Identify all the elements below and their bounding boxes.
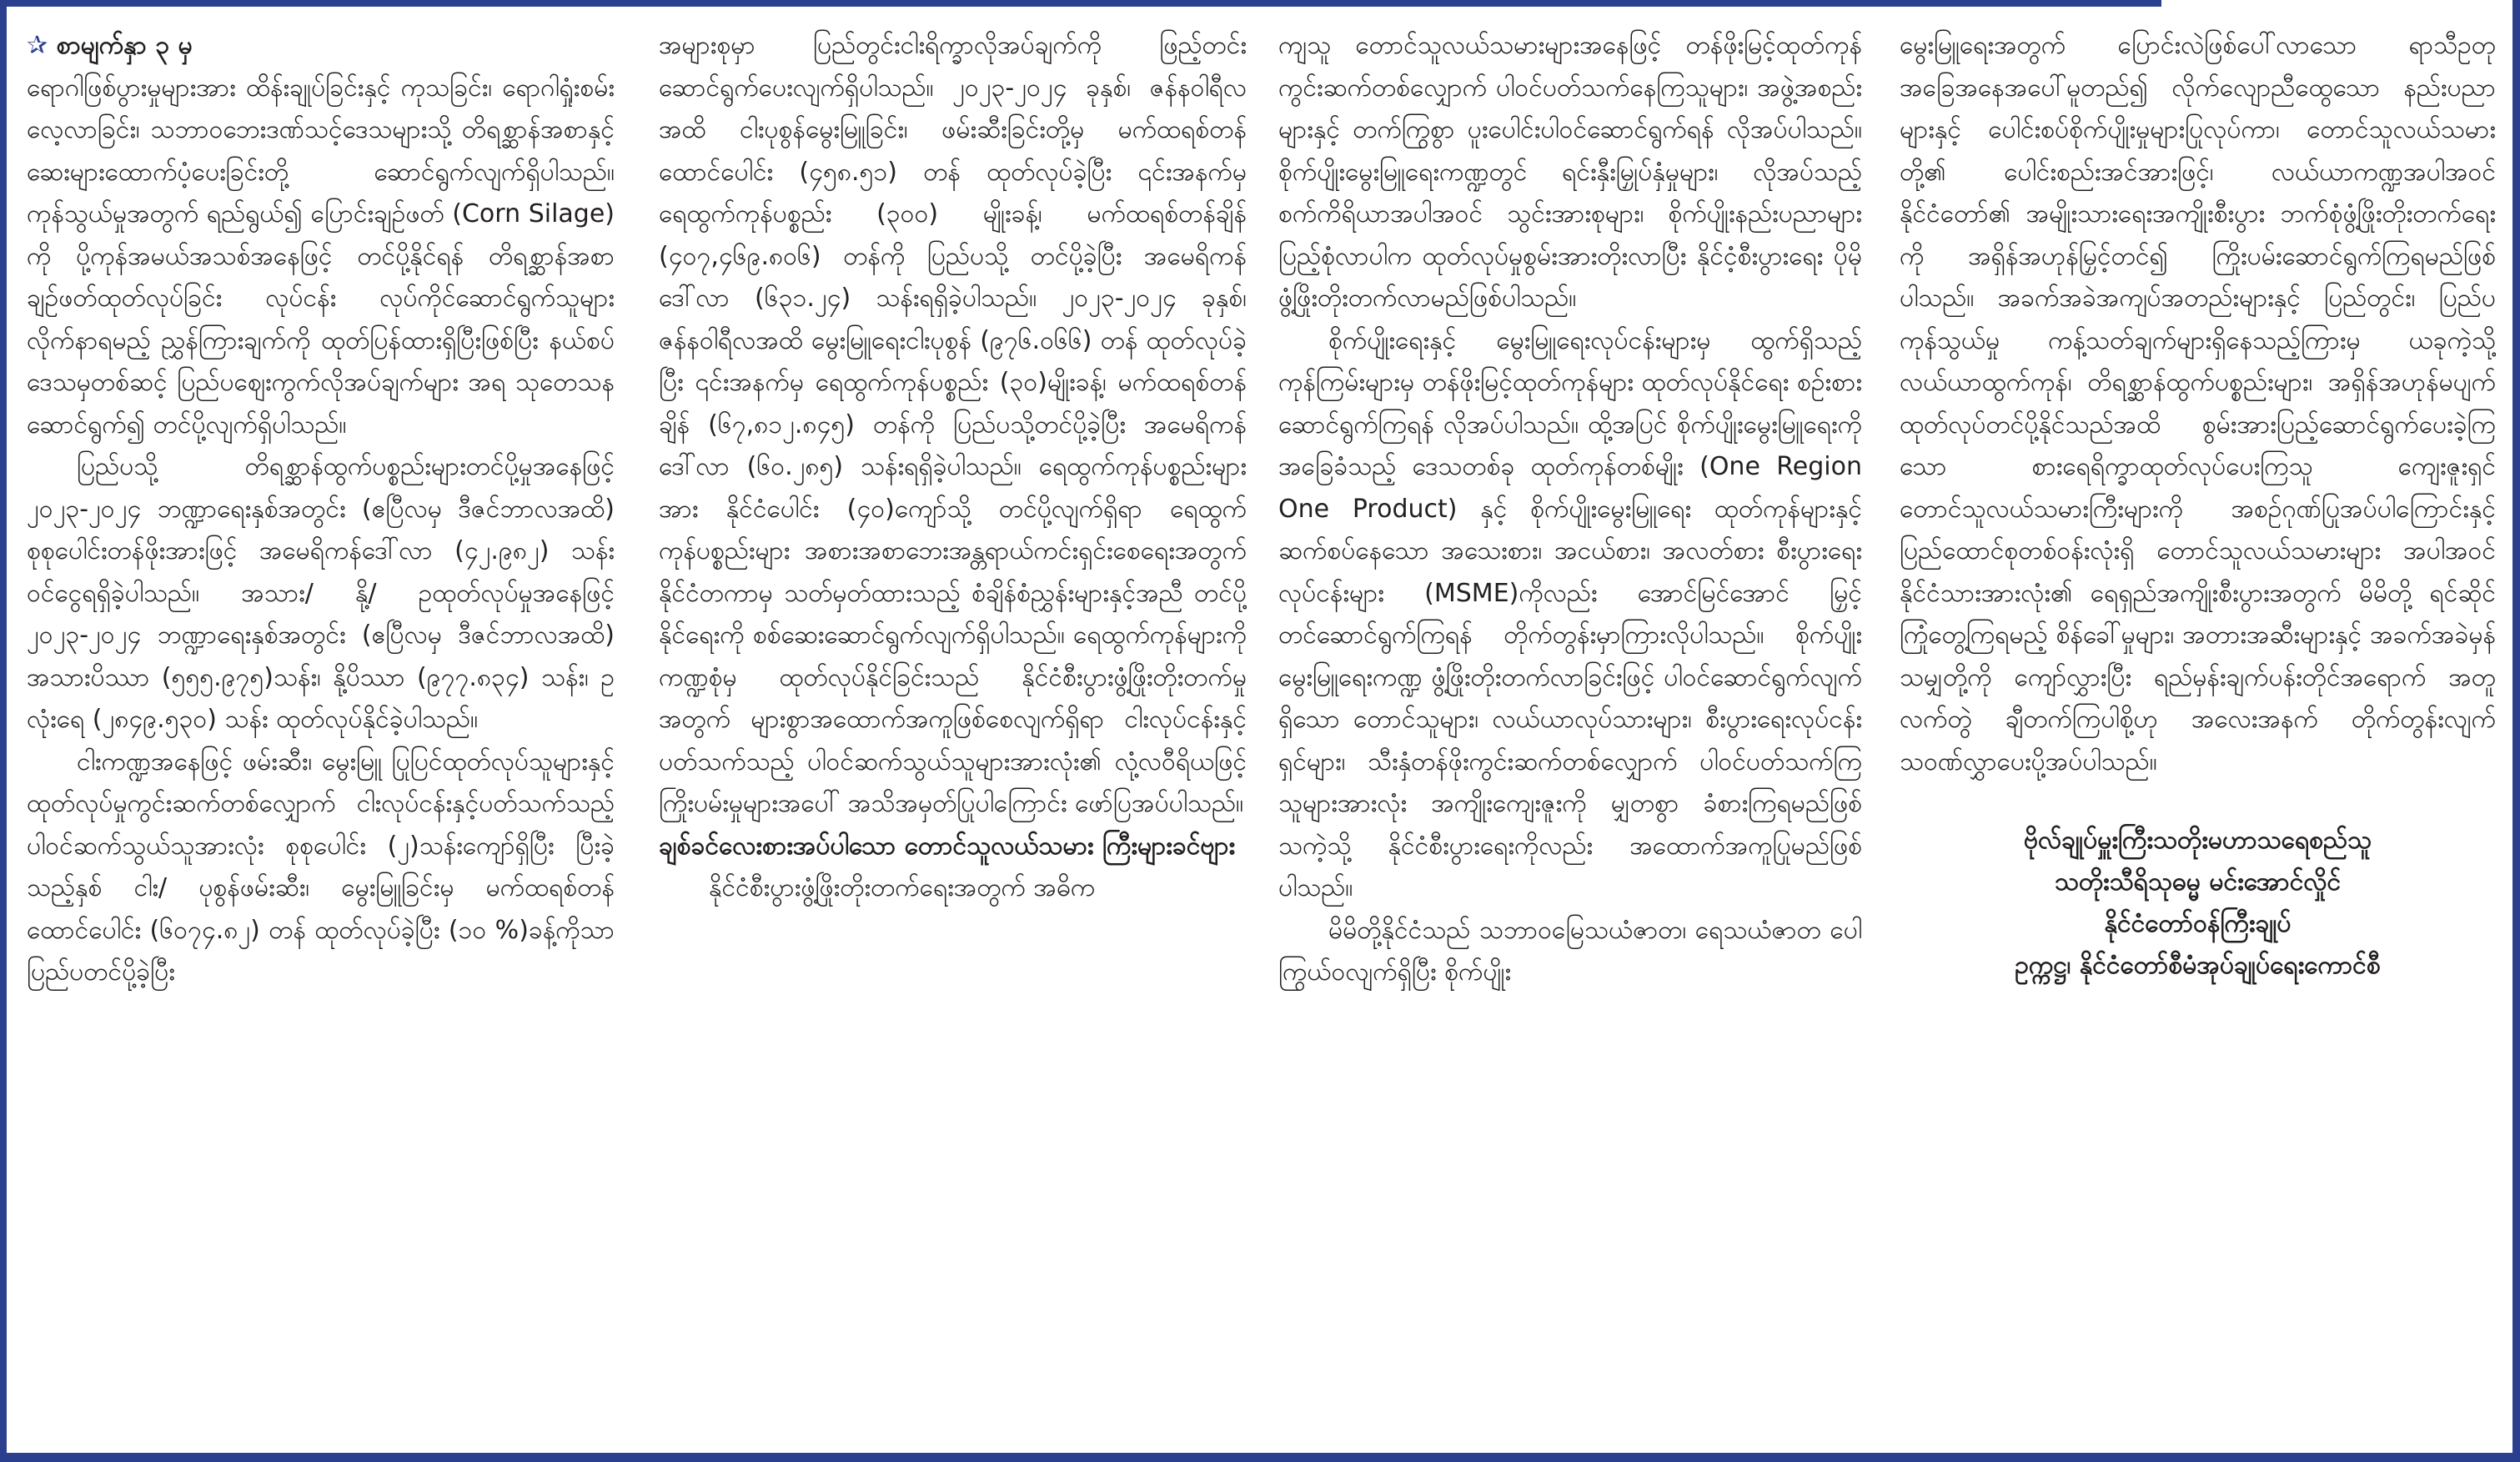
section-subheading: ချစ်ခင်လေးစားအပ်ပါသော တောင်သူလယ်သမား ကြီးများခင်ဗျား: [659, 831, 1236, 861]
border-bottom: [0, 1453, 2520, 1462]
signatory-rank: ဗိုလ်ချုပ်မှူးကြီးသတိုးမဟာသရေစည်သူ: [2023, 826, 2372, 855]
paragraph: မိမိတို့နိုင်ငံသည် သဘာဝမြေသယံဇာတ၊ ရေသယံဇာတ ပေါကြွယ်ဝလျက်ရှိပြီး စိုက်ပျိုး: [1278, 915, 1862, 987]
paragraph: အများစုမှာ ပြည်တွင်းငါးရိက္ခာလိုအပ်ချက်ကို ဖြည့်တင်းဆောင်ရွက်ပေးလျက်ရှိပါသည်။ ၂၀၂၃-၂၀၂၄ ခုနှစ်၊ ဇန်နဝါရီလအထိ ငါးပုစွန်မွေးမြူခြင်း၊ ဖမ်းဆီးခြင်းတို့မှ မက်ထရစ်တန်ထောင်ပေါင်း (၄၅၈.၅၁) တန် ထုတ်လုပ်ခဲ့ပြီး ၎င်းအနက်မှ ရေထွက်ကုန်ပစ္စည်း (၃၀၀) မျိုးခန့်၊ မက်ထရစ်တန်ချိန် (၄၀၇,၄၆၉.၈၀၆) တန်ကို ပြည်ပသို့ တင်ပို့ခဲ့ပြီး အမေရိကန်ဒေါ်လာ (၆၃၁.၂၄) သန်းရရှိခဲ့ပါသည်။ ၂၀၂၃-၂၀၂၄ ခုနှစ်၊ ဇန်နဝါရီလအထိ မွေးမြူရေးငါးပုစွန် (၉၇၆.၀၆၆) တန် ထုတ်လုပ်ခဲ့ပြီး ၎င်းအနက်မှ ရေထွက်ကုန်ပစ္စည်း (၃၀)မျိုးခန့်၊ မက်ထရစ်တန်ချိန် (၆၇,၈၁၂.၈၄၅) တန်ကို ပြည်ပသို့တင်ပို့ခဲ့ပြီး အမေရိကန်ဒေါ်လာ (၆၀.၂၈၅) သန်းရရှိခဲ့ပါသည်။ ရေထွက်ကုန်ပစ္စည်းများအား နိုင်ငံပေါင်း (၄၀)ကျော်သို့ တင်ပို့လျက်ရှိရာ ရေထွက်ကုန်ပစ္စည်းများ အစားအစာဘေးအန္တရာယ်ကင်းရှင်းစေရေးအတွက် နိုင်ငံတကာမှ သတ်မှတ်ထားသည့် စံချိန်စံညွှန်းများနှင့်အညီ တင်ပို့နိုင်ရေးကို စစ်ဆေးဆောင်ရွက်လျက်ရှိပါသည်။ ရေထွက်ကုန်များကို ကဏ္ဍစုံမှ ထုတ်လုပ်နိုင်ခြင်းသည် နိုင်ငံစီးပွားဖွံ့ဖြိုးတိုးတက်မှုအတွက် များစွာအထောက်အကူဖြစ်စေလျက်ရှိရာ ငါးလုပ်ငန်းနှင့်ပတ်သက်သည့် ပါဝင်ဆက်သွယ်သူများအားလုံး၏ လုံ့လဝီရိယဖြင့် ကြိုးပမ်းမှုများအပေါ် အသိအမှတ်ပြုပါကြောင်း ဖော်ပြအပ်ပါသည်။: [659, 31, 1247, 818]
border-top: [0, 0, 2161, 7]
paragraph: ပြည်ပသို့ တိရစ္ဆာန်ထွက်ပစ္စည်းများတင်ပို့မှုအနေဖြင့် ၂၀၂၃-၂၀၂၄ ဘဏ္ဍာရေးနှစ်အတွင်း (ဧပြီလမှ ဒီဇင်ဘာလအထိ) စုစုပေါင်းတန်ဖိုးအားဖြင့် အမေရိကန်ဒေါ်လာ (၄၂.၉၈၂) သန်း ဝင်ငွေရရှိခဲ့ပါသည်။ အသား/ နို့/ ဥထုတ်လုပ်မှုအနေဖြင့် ၂၀၂၃-၂၀၂၄ ဘဏ္ဍာရေးနှစ်အတွင်း (ဧပြီလမှ ဒီဇင်ဘာလအထိ) အသားပိဿာ (၅၅၅.၉၇၅)သန်း၊ နို့ပိဿာ (၉၇၇.၈၃၄) သန်း၊ ဥလုံးရေ (၂၈၄၉.၅၃၀) သန်း ထုတ်လုပ်နိုင်ခဲ့ပါသည်။: [27, 452, 615, 734]
article-column-4: [1900, 25, 2496, 1443]
continued-text: စာမျက်နှာ ၃ မှ: [56, 31, 193, 60]
paragraph: ရောဂါဖြစ်ပွားမှုများအား ထိန်းချုပ်ခြင်းနှင့် ကုသခြင်း၊ ရောဂါရှုံးစမ်းလေ့လာခြင်း၊ သဘာဝဘေးဒဏ်သင့်ဒေသများသို့ တိရစ္ဆာန်အစာနှင့် ဆေးများထောက်ပံ့ပေးခြင်းတို့ ဆောင်ရွက်လျက်ရှိပါသည်။ ကုန်သွယ်မှုအတွက် ရည်ရွယ်၍ ပြောင်းချဉ်ဖတ် (Corn Silage) ကို ပို့ကုန်အမယ်အသစ်အနေဖြင့် တင်ပို့နိုင်ရန် တိရစ္ဆာန်အစာချဉ်ဖတ်ထုတ်လုပ်ခြင်း လုပ်ငန်း လုပ်ကိုင်ဆောင်ရွက်သူများ လိုက်နာရမည့် ညွှန်ကြားချက်ကို ထုတ်ပြန်ထားရှိပြီးဖြစ်ပြီး နယ်စပ်ဒေသမှတစ်ဆင့် ပြည်ပဈေးကွက်လိုအပ်ချက်များ အရ သုတေသနဆောင်ရွက်၍ တင်ပို့လျက်ရှိပါသည်။: [27, 73, 615, 440]
article-column-1: [27, 25, 615, 1443]
signature-block: [1900, 820, 2496, 987]
article-column-2: [659, 25, 1247, 1443]
signatory-position: ဥက္ကဋ္ဌ၊ နိုင်ငံတော်စီမံအုပ်ချုပ်ရေးကောင်စီ: [2015, 951, 2381, 980]
signatory-name: သတိုးသီရိသုဓမ္မ မင်းအောင်လှိုင်: [2054, 867, 2342, 897]
border-right: [2512, 0, 2520, 1462]
star-icon: ✰: [27, 31, 48, 60]
paragraph: နိုင်ငံစီးပွားဖွံ့ဖြိုးတိုးတက်ရေးအတွက် အဓိက: [709, 873, 1096, 902]
paragraph: စိုက်ပျိုးရေးနှင့် မွေးမြူရေးလုပ်ငန်းများမှ ထွက်ရှိသည့် ကုန်ကြမ်းများမှ တန်ဖိုးမြင့်ထုတ်ကုန်များ ထုတ်လုပ်နိုင်ရေး စဉ်းစားဆောင်ရွက်ကြရန် လိုအပ်ပါသည်။ ထို့အပြင် စိုက်ပျိုးမွေးမြူရေးကို အခြေခံသည့် ဒေသတစ်ခု ထုတ်ကုန်တစ်မျိုး (One Region One Product) နှင့် စိုက်ပျိုးမွေးမြူရေး ထုတ်ကုန်များနှင့် ဆက်စပ်နေသော အသေးစား၊ အငယ်စား၊ အလတ်စား စီးပွားရေးလုပ်ငန်းများ (MSME)ကိုလည်း အောင်မြင်အောင် မြှင့်တင်ဆောင်ရွက်ကြရန် တိုက်တွန်းမှာကြားလိုပါသည်။ စိုက်ပျိုးမွေးမြူရေးကဏ္ဍ ဖွံ့ဖြိုးတိုးတက်လာခြင်းဖြင့် ပါဝင်ဆောင်ရွက်လျက်ရှိသော တောင်သူများ၊ လယ်ယာလုပ်သားများ၊ စီးပွားရေးလုပ်ငန်းရှင်များ၊ သီးနှံတန်ဖိုးကွင်းဆက်တစ်လျှောက် ပါဝင်ပတ်သက်ကြသူများအားလုံး အကျိုးကျေးဇူးကို မျှတစွာ ခံစားကြရမည်ဖြစ်သကဲ့သို့ နိုင်ငံစီးပွားရေးကိုလည်း အထောက်အကူပြုမည်ဖြစ်ပါသည်။: [1278, 325, 1862, 902]
continued-from-label: [27, 25, 615, 68]
article-column-3: [1278, 25, 1862, 1443]
paragraph: ကျသူ တောင်သူလယ်သမားများအနေဖြင့် တန်ဖိုးမြင့်ထုတ်ကုန် ကွင်းဆက်တစ်လျှောက် ပါဝင်ပတ်သက်နေကြသူများ၊ အဖွဲ့အစည်းများနှင့် တက်ကြွစွာ ပူးပေါင်းပါဝင်ဆောင်ရွက်ရန် လိုအပ်ပါသည်။ စိုက်ပျိုးမွေးမြူရေးကဏ္ဍတွင် ရင်းနှီးမြှုပ်နှံမှုများ၊ လိုအပ်သည့် စက်ကိရိယာအပါအဝင် သွင်းအားစုများ၊ စိုက်ပျိုးနည်းပညာများ ပြည့်စုံလာပါက ထုတ်လုပ်မှုစွမ်းအားတိုးလာပြီး နိုင်ငံ့စီးပွားရေး ပိုမိုဖွံ့ဖြိုးတိုးတက်လာမည်ဖြစ်ပါသည်။: [1278, 31, 1862, 313]
paragraph: ငါးကဏ္ဍအနေဖြင့် ဖမ်းဆီး၊ မွေးမြူ ပြုပြင်ထုတ်လုပ်သူများနှင့် ထုတ်လုပ်မှုကွင်းဆက်တစ်လျှောက် ငါးလုပ်ငန်းနှင့်ပတ်သက်သည့် ပါဝင်ဆက်သွယ်သူအားလုံး စုစုပေါင်း (၂)သန်းကျော်ရှိပြီး ပြီးခဲ့သည့်နှစ် ငါး/ ပုစွန်ဖမ်းဆီး၊ မွေးမြူခြင်းမှ မက်ထရစ်တန် ထောင်ပေါင်း (၆၀၇၄.၈၂) တန် ထုတ်လုပ်ခဲ့ပြီး (၁၀ %)ခန့်ကိုသာ ပြည်ပတင်ပို့ခဲ့ပြီး: [27, 746, 615, 987]
border-left: [0, 0, 7, 1462]
paragraph: မွေးမြူရေးအတွက် ပြောင်းလဲဖြစ်ပေါ်လာသော ရာသီဥတု အခြေအနေအပေါ်မူတည်၍ လိုက်လျောညီထွေသော နည်းပညာများနှင့် ပေါင်းစပ်စိုက်ပျိုးမှုများပြုလုပ်ကာ၊ တောင်သူလယ်သမားတို့၏ ပေါင်းစည်းအင်အားဖြင့်၊ လယ်ယာကဏ္ဍအပါအဝင် နိုင်ငံတော်၏ အမျိုးသားရေးအကျိုးစီးပွား ဘက်စုံဖွံ့ဖြိုးတိုးတက်ရေးကို အရှိန်အဟုန်မြှင့်တင်၍ ကြိုးပမ်းဆောင်ရွက်ကြရမည်ဖြစ်ပါသည်။ အခက်အခဲအကျပ်အတည်းများနှင့် ပြည်တွင်း၊ ပြည်ပ ကုန်သွယ်မှု ကန့်သတ်ချက်များရှိနေသည့်ကြားမှ ယခုကဲ့သို့ လယ်ယာထွက်ကုန်၊ တိရစ္ဆာန်ထွက်ပစ္စည်းများ၊ အရှိန်အဟုန်မပျက် ထုတ်လုပ်တင်ပို့နိုင်သည်အထိ စွမ်းအားပြည့်ဆောင်ရွက်ပေးခဲ့ကြသော စားရေရိက္ခာထုတ်လုပ်ပေးကြသူ ကျေးဇူးရှင် တောင်သူလယ်သမားကြီးများကို အစဉ်ဂုဏ်ပြုအပ်ပါကြောင်းနှင့် ပြည်ထောင်စုတစ်ဝန်းလုံးရှိ တောင်သူလယ်သမားများ အပါအဝင် နိုင်ငံသားအားလုံး၏ ရေရှည်အကျိုးစီးပွားအတွက် မိမိတို့ ရင်ဆိုင်ကြုံတွေ့ကြရမည့် စိန်ခေါ်မှုများ၊ အတားအဆီးများနှင့် အခက်အခဲမှန်သမျှတို့ကို ကျော်လွှားပြီး ရည်မှန်းချက်ပန်းတိုင်အရောက် အတူလက်တွဲ ချီတက်ကြပါစို့ဟု အလေးအနက် တိုက်တွန်းလျက် သဝဏ်လွှာပေးပို့အပ်ပါသည်။: [1900, 31, 2496, 776]
signatory-title: နိုင်ငံတော်ဝန်ကြီးချုပ်: [2104, 909, 2292, 938]
